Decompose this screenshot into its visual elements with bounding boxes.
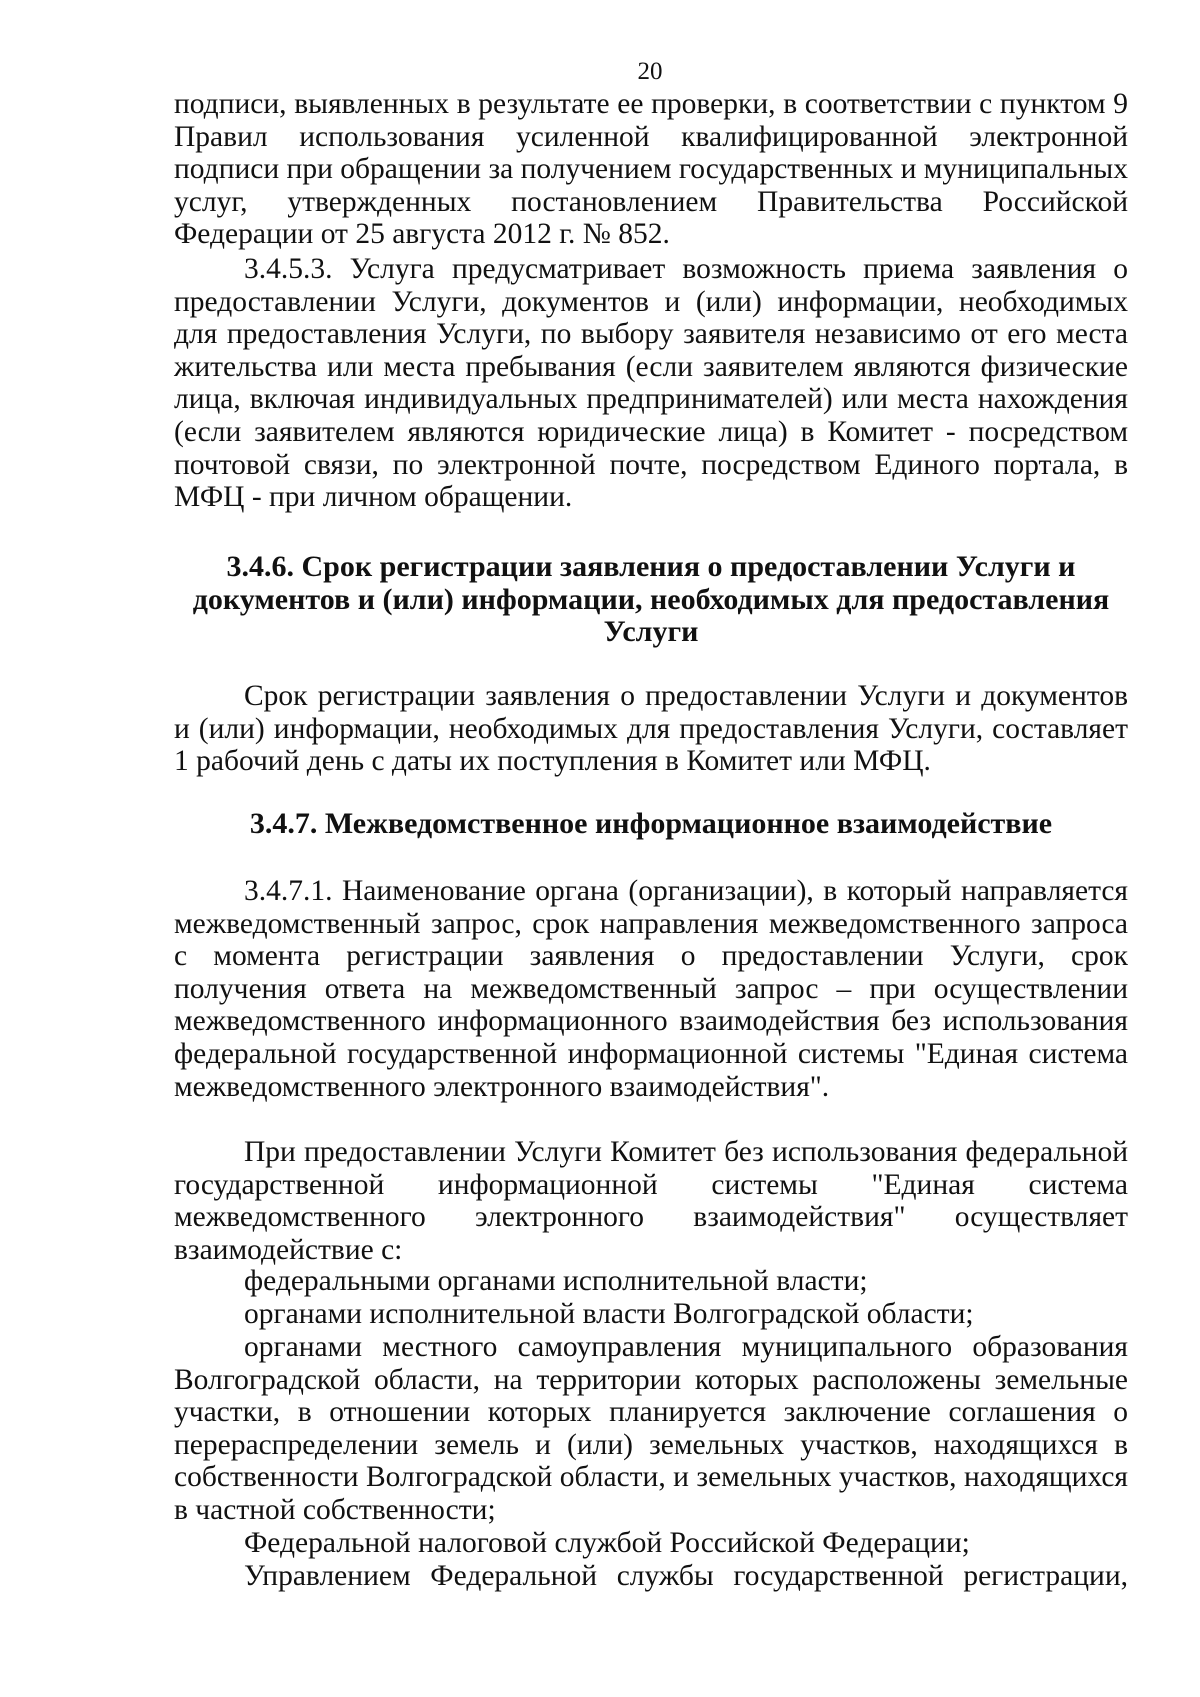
list-item-federal-bodies: федеральными органами исполнительной власти;	[244, 1265, 868, 1297]
list-item-tax-service: Федеральной налоговой службой Российской Федерации;	[244, 1527, 970, 1559]
heading-3-4-7: 3.4.7. Межведомственное информационное взаимодействие	[249, 807, 1053, 840]
list-item-regional-bodies: органами исполнительной власти Волгоградской области;	[244, 1298, 974, 1330]
paragraph-signature-rules: подписи, выявленных в результате ее проверки, в соответствии с пунктом 9 Правил использования усиленной квалифицированной электронной подписи при обращении за получением государственных и муниципальных услуг, утвержденных постановлением Правительства Российской Федерации от 25 августа 2012 г. № 852.	[174, 88, 1128, 251]
paragraph-registration-term: Срок регистрации заявления о предоставлении Услуги и документов и (или) информации, необходимых для предоставления Услуги, составляет 1 рабочий день с даты их поступления в Комитет или МФЦ.	[174, 680, 1128, 778]
page-number: 20	[637, 58, 663, 85]
paragraph-interaction-intro: При предоставлении Услуги Комитет без использования федеральной государственной информационной системы "Единая система межведомственного электронного взаимодействия" осуществляет взаимодействие с:	[174, 1136, 1128, 1266]
list-item-registration-service: Управлением Федеральной службы государственной регистрации,	[244, 1560, 1128, 1592]
paragraph-3-4-7-1: 3.4.7.1. Наименование органа (организации), в который направляется межведомственный запрос, срок направления межведомственного запроса с момента регистрации заявления о предоставлении Услуги, срок получения ответа на межведомственный запрос – при осуществлении межведомственного информационного взаимодействия без использования федеральной государственной информационной системы "Единая система межведомственного электронного взаимодействия".	[174, 875, 1128, 1103]
paragraph-3-4-5-3: 3.4.5.3. Услуга предусматривает возможность приема заявления о предоставлении Услуги, документов и (или) информации, необходимых для предоставления Услуги, по выбору заявителя независимо от его места жительства или места пребывания (если заявителем являются физические лица, включая индивидуальных предпринимателей) или места нахождения (если заявителем являются юридические лица) в Комитет - посредством почтовой связи, по электронной почте, посредством Единого портала, в МФЦ - при личном обращении.	[174, 253, 1128, 514]
heading-3-4-6: 3.4.6. Срок регистрации заявления о предоставлении Услуги и документов и (или) информации, необходимых для предоставления Услуги	[192, 550, 1110, 649]
list-item-local-government: органами местного самоуправления муниципального образования Волгоградской области, на территории которых расположены земельные участки, в отношении которых планируется заключение соглашения о перераспределении земель и (или) земельных участков, находящихся в собственности Волгоградской области, и земельных участков, находящихся в частной собственности;	[174, 1331, 1128, 1526]
